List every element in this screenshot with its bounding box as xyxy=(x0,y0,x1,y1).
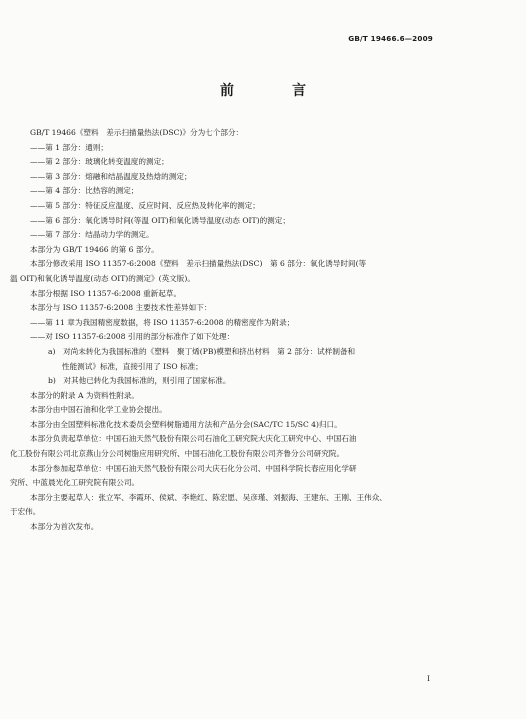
list-item: ——第 4 部分：比热容的测定； xyxy=(30,186,139,196)
standard-code: GB/T 19466.6—2009 xyxy=(348,34,433,43)
list-item: ——第 1 部分：通则； xyxy=(30,142,109,152)
paragraph-continuation: 温 OIT)和氧化诱导温度(动态 OIT)的测定》(英文版)。 xyxy=(10,273,195,283)
foreword-body xyxy=(10,126,504,535)
intro-paragraph: GB/T 19466《塑料 差示扫描量热法(DSC)》分为七个部分： xyxy=(30,128,244,137)
sub-list-item: b) 对其他已转化为我国标准的，则引用了国家标准。 xyxy=(48,376,231,386)
sub-list-item-continuation: 性能测试》标准，直接引用了 ISO 标准； xyxy=(62,361,203,371)
paragraph-continuation: 于宏伟。 xyxy=(10,507,41,517)
list-item: ——第 2 部分：玻璃化转变温度的测定； xyxy=(30,157,169,167)
list-item: ——对 ISO 11357-6:2008 引用的部分标准作了如下处理： xyxy=(30,332,235,342)
paragraph: 本部分的附录 A 为资料性附录。 xyxy=(30,390,140,400)
sub-list-item: a) 对尚未转化为我国标准的《塑料 聚丁烯(PB)模塑和挤出材料 第 2 部分：试样制备和 xyxy=(48,346,356,356)
paragraph: 本部分由全国塑料标准化技术委员会塑料树脂通用方法和产品分会(SAC/TC 15/SC 4)归口。 xyxy=(30,419,342,429)
paragraph: 本部分为 GB/T 19466 的第 6 部分。 xyxy=(30,244,159,254)
paragraph: 本部分修改采用 ISO 11357-6:2008《塑料 差示扫描量热法(DSC) 第 6 部分：氧化诱导时间(等 xyxy=(30,259,367,269)
list-item: ——第 3 部分：熔融和结晶温度及热焓的测定； xyxy=(30,171,192,181)
list-item: ——第 7 部分：结晶动力学的测定。 xyxy=(30,230,154,240)
paragraph: 本部分主要起草人：张立军、李霞环、侯斌、李艳红、陈宏愿、吴彦瑾、刘振海、王建东、王刚、王伟众、 xyxy=(30,492,387,502)
paragraph: 本部分由中国石油和化学工业协会提出。 xyxy=(30,405,167,415)
page-number: I xyxy=(427,674,430,683)
paragraph: 本部分与 ISO 11357-6:2008 主要技术性差异如下： xyxy=(30,303,212,313)
page-title: 前 言 xyxy=(220,83,328,99)
list-item: ——第 6 部分：氧化诱导时间(等温 OIT)和氧化诱导温度(动态 OIT)的测定； xyxy=(30,215,290,225)
paragraph-continuation: 化工股份有限公司北京燕山分公司树脂应用研究所、中国石油化工股份有限公司齐鲁分公司研究院。 xyxy=(10,449,345,459)
paragraph: 本部分根据 ISO 11357-6:2008 重新起草。 xyxy=(30,288,182,298)
paragraph: 本部分参加起草单位：中国石油天然气股份有限公司大庆石化分公司、中国科学院长春应用化学研 xyxy=(30,463,357,473)
list-item: ——第 11 章为我国精密度数据，将 ISO 11357-6:2008 的精密度作为附录； xyxy=(30,317,295,327)
paragraph: 本部分负责起草单位：中国石油天然气股份有限公司石油化工研究院大庆化工研究中心、中国石油 xyxy=(30,434,357,444)
paragraph: 本部分为首次发布。 xyxy=(30,522,99,532)
list-item: ——第 5 部分：特征反应温度、反应时间、反应热及转化率的测定； xyxy=(30,200,260,210)
paragraph-continuation: 究所、中蓝晨光化工研究院有限公司。 xyxy=(10,478,140,488)
